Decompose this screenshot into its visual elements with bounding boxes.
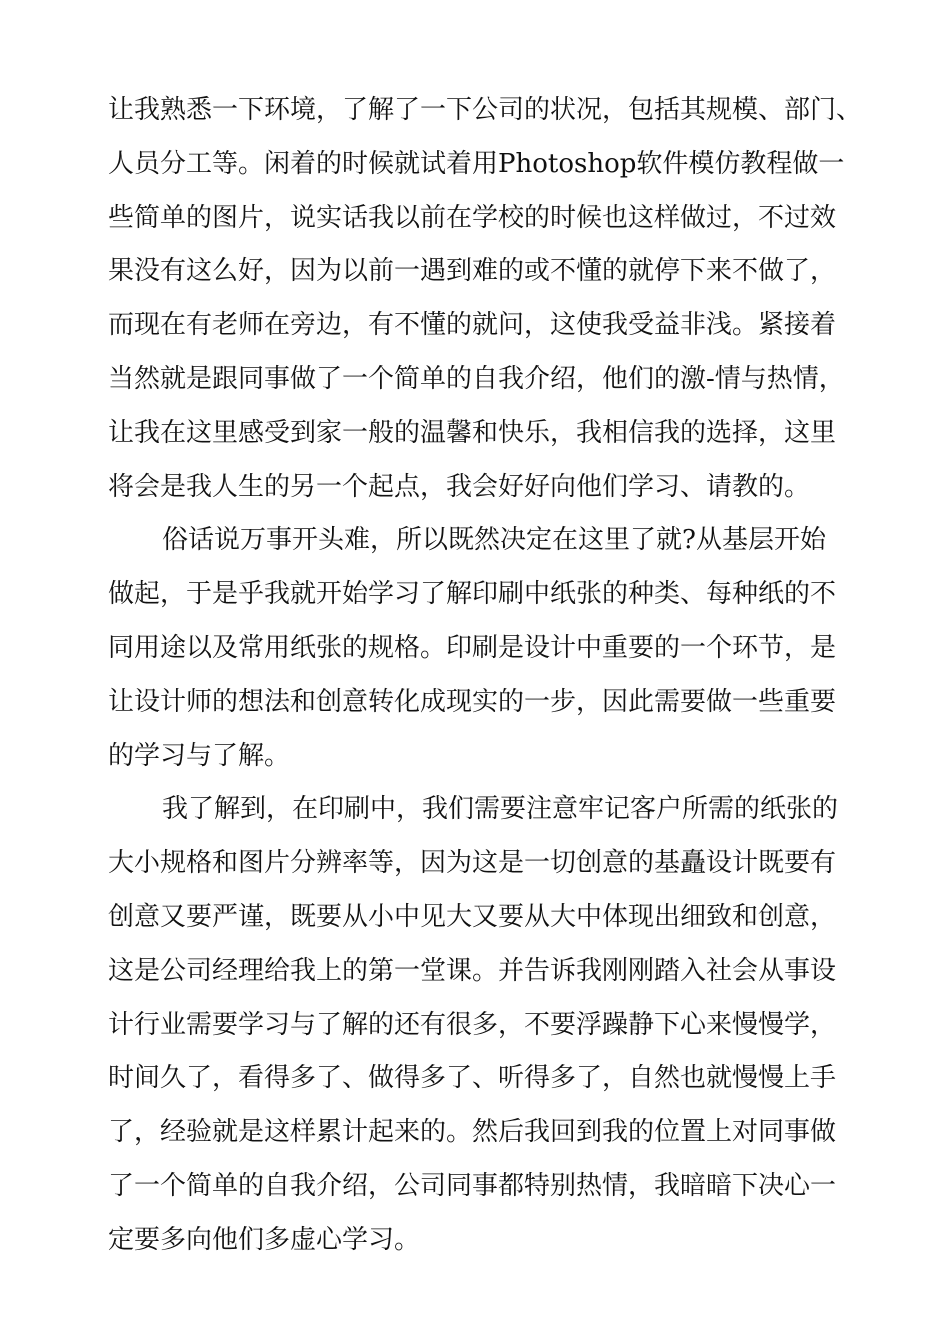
text-line: 定要多向他们多虚心学习。 <box>108 1224 421 1255</box>
text-line: 计行业需要学习与了解的还有很多，不要浮躁静下心来慢慢学， <box>108 1009 837 1040</box>
text-line: 了一个简单的自我介绍，公司同事都特别热情，我暗暗下决心一 <box>108 1170 837 1201</box>
text-line: 让我熟悉一下环境，了解了一下公司的状况，包括其规模、部门、 <box>108 95 863 125</box>
text-line: 了，经验就是这样累计起来的。然后我回到我的位置上对同事做 <box>108 1117 837 1148</box>
paragraph-2 <box>108 514 888 783</box>
text-line: 同用途以及常用纸张的规格。印刷是设计中重要的一个环节，是 <box>108 632 837 663</box>
text-line: 人员分工等。闲着的时候就试着用Photoshop软件模仿教程做一 <box>108 148 845 179</box>
text-line: 当然就是跟同事做了一个简单的自我介绍，他们的激-情与热情， <box>108 363 845 394</box>
text-line-indented: 俗话说万事开头难，所以既然决定在这里了就?从基层开始 <box>162 525 826 556</box>
text-line: 果没有这么好，因为以前一遇到难的或不懂的就停下来不做了， <box>108 256 837 287</box>
text-line: 些简单的图片，说实话我以前在学校的时候也这样做过，不过效 <box>108 202 837 233</box>
text-line: 让设计师的想法和创意转化成现实的一步，因此需要做一些重要 <box>108 686 837 717</box>
text-line: 的学习与了解。 <box>108 740 291 771</box>
text-line: 大小规格和图片分辨率等，因为这是一切创意的基矗设计既要有 <box>108 848 837 879</box>
text-line: 创意又要严谨，既要从小中见大又要从大中体现出细致和创意， <box>108 901 837 932</box>
document-body <box>108 84 888 1268</box>
text-line: 时间久了，看得多了、做得多了、听得多了，自然也就慢慢上手 <box>108 1063 837 1094</box>
text-line-indented: 我了解到，在印刷中，我们需要注意牢记客户所需的纸张的 <box>162 794 839 825</box>
text-line: 将会是我人生的另一个起点，我会好好向他们学习、请教的。 <box>108 471 811 502</box>
text-line: 做起，于是乎我就开始学习了解印刷中纸张的种类、每种纸的不 <box>108 579 837 610</box>
paragraph-3 <box>108 783 888 1267</box>
text-line: 让我在这里感受到家一般的温馨和快乐，我相信我的选择，这里 <box>108 417 837 448</box>
text-line: 这是公司经理给我上的第一堂课。并告诉我刚刚踏入社会从事设 <box>108 955 837 986</box>
text-line: 而现在有老师在旁边，有不懂的就问，这使我受益非浅。紧接着 <box>108 310 837 341</box>
paragraph-1 <box>108 84 888 514</box>
